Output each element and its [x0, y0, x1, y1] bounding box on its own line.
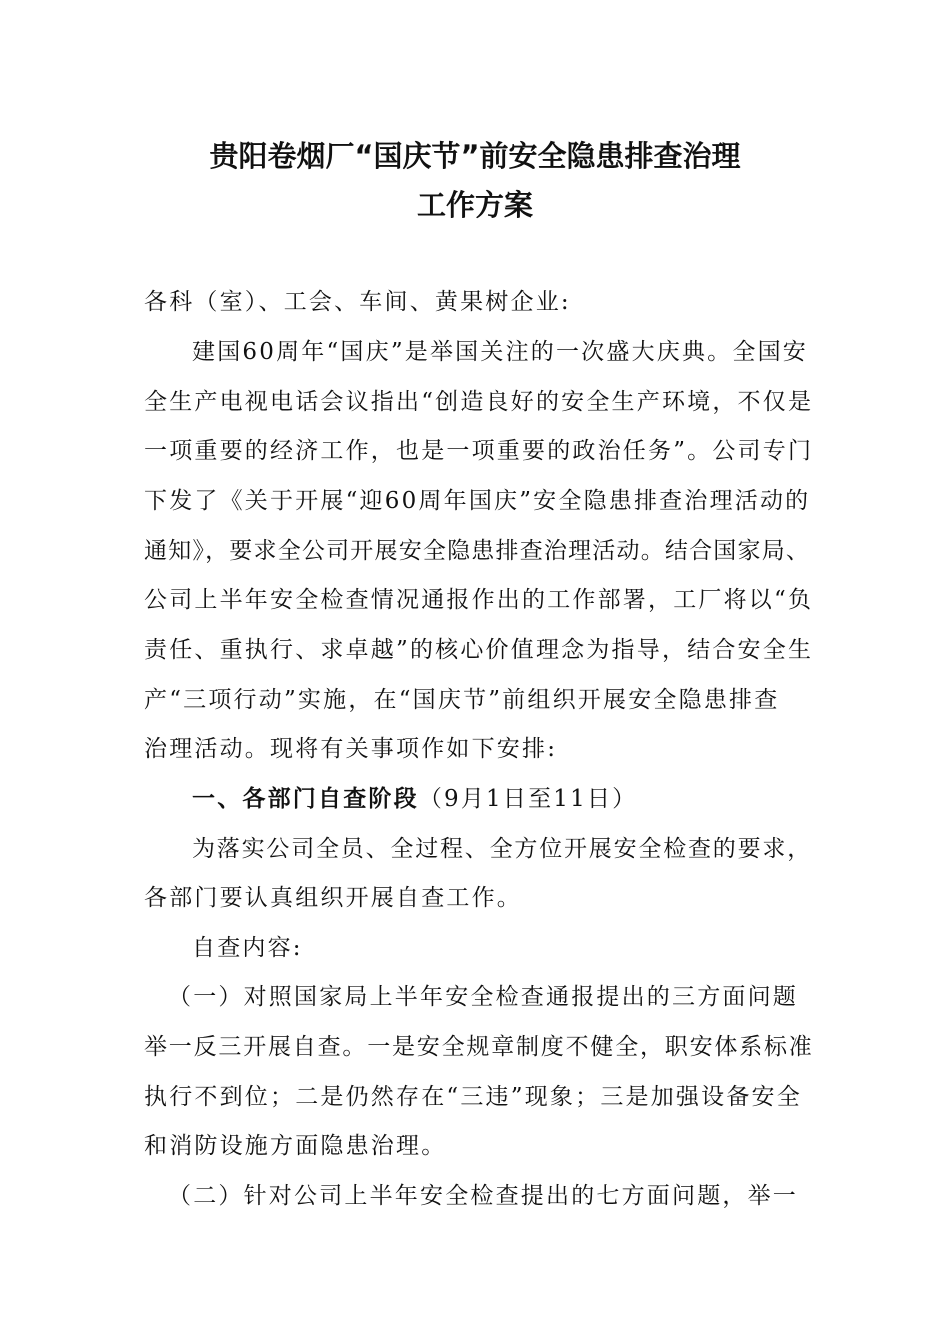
- self-check-label: 自查内容:: [192, 935, 303, 961]
- document-title-line-2: 工作方案: [416, 188, 533, 222]
- paragraph-1-line: 建国60周年“国庆”是举国关注的一次盛大庆典。全国安: [192, 339, 808, 365]
- paragraph-1-line: 产“三项行动”实施，在“国庆节”前组织开展安全隐患排查: [144, 687, 780, 713]
- paragraph-1-line: 通知》，要求全公司开展安全隐患排查治理活动。结合国家局、: [144, 538, 811, 564]
- document-title-line-1: 贵阳卷烟厂“国庆节”前安全隐患排查治理: [209, 139, 741, 173]
- paragraph-1-line: 下发了《关于开展“迎60周年国庆”安全隐患排查治理活动的: [144, 488, 811, 514]
- item-2-line: （二）针对公司上半年安全检查提出的七方面问题，举一: [168, 1183, 798, 1209]
- salutation: 各科（室）、工会、车间、黄果树企业:: [144, 289, 571, 315]
- paragraph-1-line: 全生产电视电话会议指出“创造良好的安全生产环境，不仅是: [144, 389, 814, 415]
- paragraph-2-line: 为落实公司全员、全过程、全方位开展安全检查的要求，: [192, 836, 812, 862]
- item-1-line: 执行不到位；二是仍然存在“三违”现象；三是加强设备安全: [144, 1084, 802, 1110]
- paragraph-1-line: 责任、重执行、求卓越”的核心价值理念为指导，结合安全生: [144, 637, 814, 663]
- item-1-line: （一）对照国家局上半年安全检查通报提出的三方面问题: [168, 984, 798, 1010]
- paragraph-1-line: 公司上半年安全检查情况通报作出的工作部署，工厂将以“负: [144, 587, 814, 613]
- paragraph-1-line: 一项重要的经济工作，也是一项重要的政治任务”。公司专门: [144, 438, 814, 464]
- item-1-line: 和消防设施方面隐患治理。: [144, 1133, 447, 1159]
- section-1-heading-line: [192, 784, 814, 814]
- section-1-heading: 一、各部门自查阶段: [192, 786, 419, 812]
- section-1-dates: （9月1日至11日）: [418, 786, 638, 812]
- paragraph-2-line: 各部门要认真组织开展自查工作。: [144, 885, 522, 911]
- item-1-line: 举一反三开展自查。一是安全规章制度不健全，职安体系标准: [144, 1034, 814, 1060]
- paragraph-1-line: 治理活动。现将有关事项作如下安排:: [144, 736, 558, 762]
